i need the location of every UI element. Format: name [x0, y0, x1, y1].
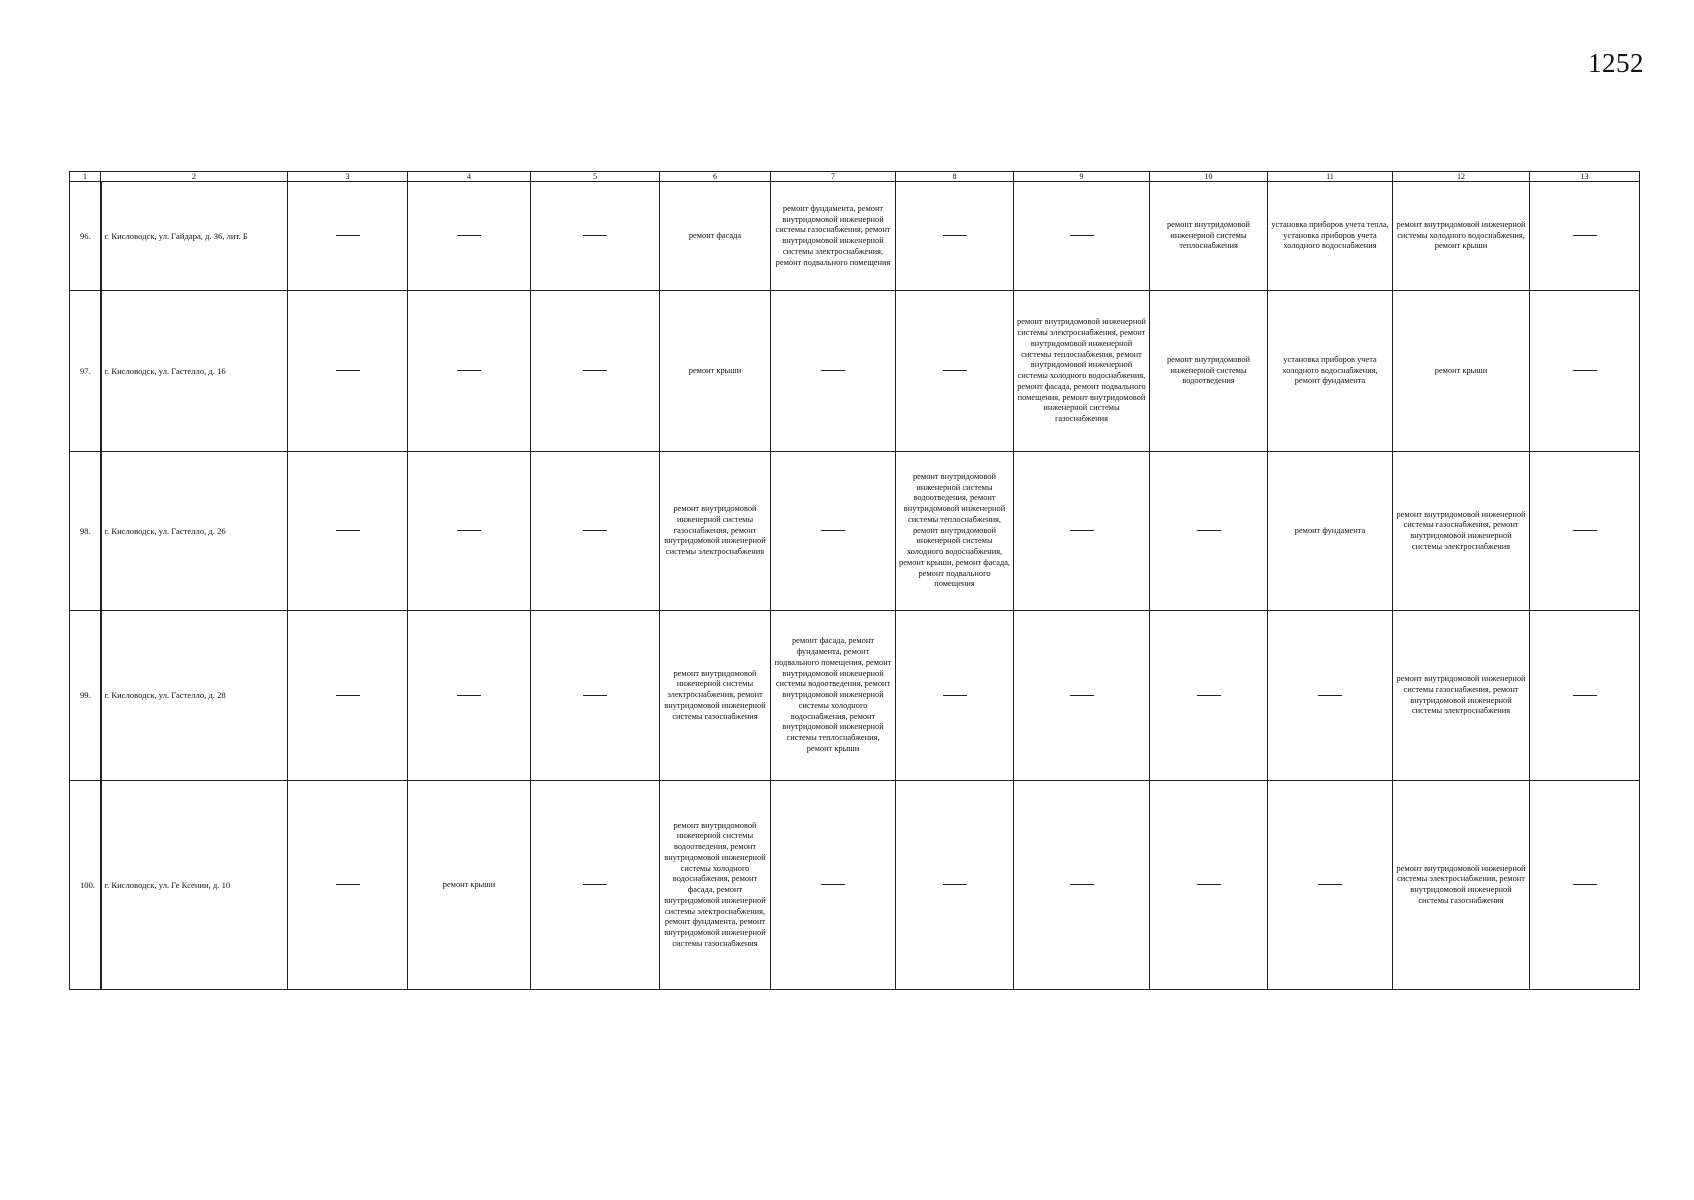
column-header: 12: [1393, 172, 1530, 182]
dash-mark: [943, 370, 967, 371]
dash-mark: [1573, 530, 1597, 531]
dash-mark: [1070, 235, 1094, 236]
dash-mark: [583, 884, 607, 885]
dash-mark: [821, 884, 845, 885]
table-row: [70, 291, 1640, 452]
dash-mark: [821, 370, 845, 371]
work-cell: ремонт внутридомовой инженерной системы водоотведения, ремонт внутридомовой инженерной системы холодного водоснабжения, ремонт фасада, ремонт внутридомовой инженерной системы электроснабжения, ремонт фундамента, ремонт внутридомовой инженерной системы газоснабжения: [660, 781, 771, 990]
empty-cell: [408, 182, 531, 291]
work-cell: ремонт внутридомовой инженерной системы водоотведения: [1150, 291, 1268, 452]
column-header: 9: [1014, 172, 1150, 182]
dash-mark: [336, 695, 360, 696]
empty-cell: [1268, 781, 1393, 990]
empty-cell: [1530, 611, 1640, 781]
work-cell: ремонт крыши: [1393, 291, 1530, 452]
dash-mark: [583, 235, 607, 236]
dash-mark: [1318, 695, 1342, 696]
work-cell: ремонт фасада, ремонт фундамента, ремонт подвального помещения, ремонт внутридомовой инженерной системы водоотведения, ремонт внутридомовой инженерной системы холодного водоснабжения, ремонт внутридомовой инженерной системы теплоснабжения, ремонт крыши: [771, 611, 896, 781]
dash-mark: [336, 884, 360, 885]
work-cell: ремонт фасада: [660, 182, 771, 291]
empty-cell: [531, 452, 660, 611]
empty-cell: [1014, 611, 1150, 781]
work-cell: ремонт фундамента: [1268, 452, 1393, 611]
empty-cell: [531, 781, 660, 990]
work-cell: установка приборов учета холодного водоснабжения, ремонт фундамента: [1268, 291, 1393, 452]
dash-mark: [1197, 884, 1221, 885]
dash-mark: [336, 235, 360, 236]
repair-schedule-table: [69, 171, 1640, 990]
empty-cell: [1530, 781, 1640, 990]
address-cell: г. Кисловодск, ул. Гастелло, д. 28: [101, 611, 288, 781]
empty-cell: [1268, 611, 1393, 781]
dash-mark: [821, 530, 845, 531]
dash-mark: [1197, 530, 1221, 531]
empty-cell: [1014, 781, 1150, 990]
empty-cell: [1530, 291, 1640, 452]
column-header: 11: [1268, 172, 1393, 182]
dash-mark: [943, 235, 967, 236]
work-cell: ремонт внутридомовой инженерной системы теплоснабжения: [1150, 182, 1268, 291]
empty-cell: [896, 781, 1014, 990]
empty-cell: [1150, 781, 1268, 990]
work-cell: установка приборов учета тепла, установка приборов учета холодного водоснабжения: [1268, 182, 1393, 291]
empty-cell: [288, 291, 408, 452]
dash-mark: [1070, 884, 1094, 885]
dash-mark: [1070, 530, 1094, 531]
dash-mark: [1573, 235, 1597, 236]
dash-mark: [583, 530, 607, 531]
table-row: [70, 781, 1640, 990]
empty-cell: [1530, 452, 1640, 611]
column-header: 5: [531, 172, 660, 182]
work-cell: ремонт фундамента, ремонт внутридомовой инженерной системы газоснабжения, ремонт внутридомовой инженерной системы электроснабжения, ремонт подвального помещения: [771, 182, 896, 291]
dash-mark: [943, 695, 967, 696]
empty-cell: [896, 182, 1014, 291]
column-header: 7: [771, 172, 896, 182]
empty-cell: [1014, 182, 1150, 291]
column-header: 3: [288, 172, 408, 182]
empty-cell: [1150, 452, 1268, 611]
row-number: 98.: [70, 452, 101, 611]
row-number: 99.: [70, 611, 101, 781]
dash-mark: [583, 695, 607, 696]
empty-cell: [1530, 182, 1640, 291]
empty-cell: [288, 182, 408, 291]
page-number: 1252: [1588, 48, 1644, 78]
column-header: 2: [101, 172, 288, 182]
empty-cell: [896, 611, 1014, 781]
work-cell: ремонт внутридомовой инженерной системы водоотведения, ремонт внутридомовой инженерной системы теплоснабжения, ремонт внутридомовой инженерной системы холодного водоснабжения, ремонт крыши, ремонт фасада, ремонт подвального помещения: [896, 452, 1014, 611]
column-header: 1: [70, 172, 101, 182]
dash-mark: [583, 370, 607, 371]
empty-cell: [288, 452, 408, 611]
work-cell: ремонт внутридомовой инженерной системы газоснабжения, ремонт внутридомовой инженерной системы электроснабжения: [660, 452, 771, 611]
dash-mark: [1573, 884, 1597, 885]
empty-cell: [531, 182, 660, 291]
address-cell: г. Кисловодск, ул. Гайдара, д. 36, лит. Б: [101, 182, 288, 291]
dash-mark: [457, 695, 481, 696]
empty-cell: [771, 452, 896, 611]
row-number: 97.: [70, 291, 101, 452]
dash-mark: [457, 235, 481, 236]
column-header: 8: [896, 172, 1014, 182]
dash-mark: [457, 530, 481, 531]
table-row: [70, 182, 1640, 291]
address-cell: г. Кисловодск, ул. Гастелло, д. 26: [101, 452, 288, 611]
empty-cell: [288, 781, 408, 990]
address-cell: г. Кисловодск, ул. Ге Ксении, д. 10: [101, 781, 288, 990]
dash-mark: [457, 370, 481, 371]
empty-cell: [288, 611, 408, 781]
empty-cell: [771, 291, 896, 452]
row-number: 96.: [70, 182, 101, 291]
dash-mark: [943, 884, 967, 885]
empty-cell: [408, 452, 531, 611]
work-cell: ремонт внутридомовой инженерной системы электроснабжения, ремонт внутридомовой инженерной системы теплоснабжения, ремонт внутридомовой инженерной системы холодного водоснабжения, ремонт фасада, ремонт подвального помещения, ремонт внутридомовой инженерной системы газоснабжения: [1014, 291, 1150, 452]
table-row: [70, 452, 1640, 611]
dash-mark: [1573, 695, 1597, 696]
empty-cell: [1014, 452, 1150, 611]
table-row: [70, 611, 1640, 781]
work-cell: ремонт внутридомовой инженерной системы газоснабжения, ремонт внутридомовой инженерной системы электроснабжения: [1393, 452, 1530, 611]
column-header: 13: [1530, 172, 1640, 182]
column-header: 4: [408, 172, 531, 182]
column-header: 10: [1150, 172, 1268, 182]
empty-cell: [771, 781, 896, 990]
work-cell: ремонт внутридомовой инженерной системы электроснабжения, ремонт внутридомовой инженерной системы газоснабжения: [1393, 781, 1530, 990]
work-cell: ремонт внутридомовой инженерной системы холодного водоснабжения, ремонт крыши: [1393, 182, 1530, 291]
dash-mark: [1070, 695, 1094, 696]
work-cell: ремонт внутридомовой инженерной системы газоснабжения, ремонт внутридомовой инженерной системы электроснабжения: [1393, 611, 1530, 781]
work-cell: ремонт крыши: [408, 781, 531, 990]
work-cell: ремонт внутридомовой инженерной системы электроснабжения, ремонт внутридомовой инженерной системы газоснабжения: [660, 611, 771, 781]
dash-mark: [1318, 884, 1342, 885]
row-number: 100.: [70, 781, 101, 990]
dash-mark: [1573, 370, 1597, 371]
column-number-row: [70, 172, 1640, 182]
empty-cell: [531, 611, 660, 781]
empty-cell: [531, 291, 660, 452]
empty-cell: [896, 291, 1014, 452]
empty-cell: [408, 291, 531, 452]
work-cell: ремонт крыши: [660, 291, 771, 452]
column-header: 6: [660, 172, 771, 182]
address-cell: г. Кисловодск, ул. Гастелло, д. 16: [101, 291, 288, 452]
dash-mark: [336, 370, 360, 371]
empty-cell: [408, 611, 531, 781]
dash-mark: [336, 530, 360, 531]
dash-mark: [1197, 695, 1221, 696]
empty-cell: [1150, 611, 1268, 781]
